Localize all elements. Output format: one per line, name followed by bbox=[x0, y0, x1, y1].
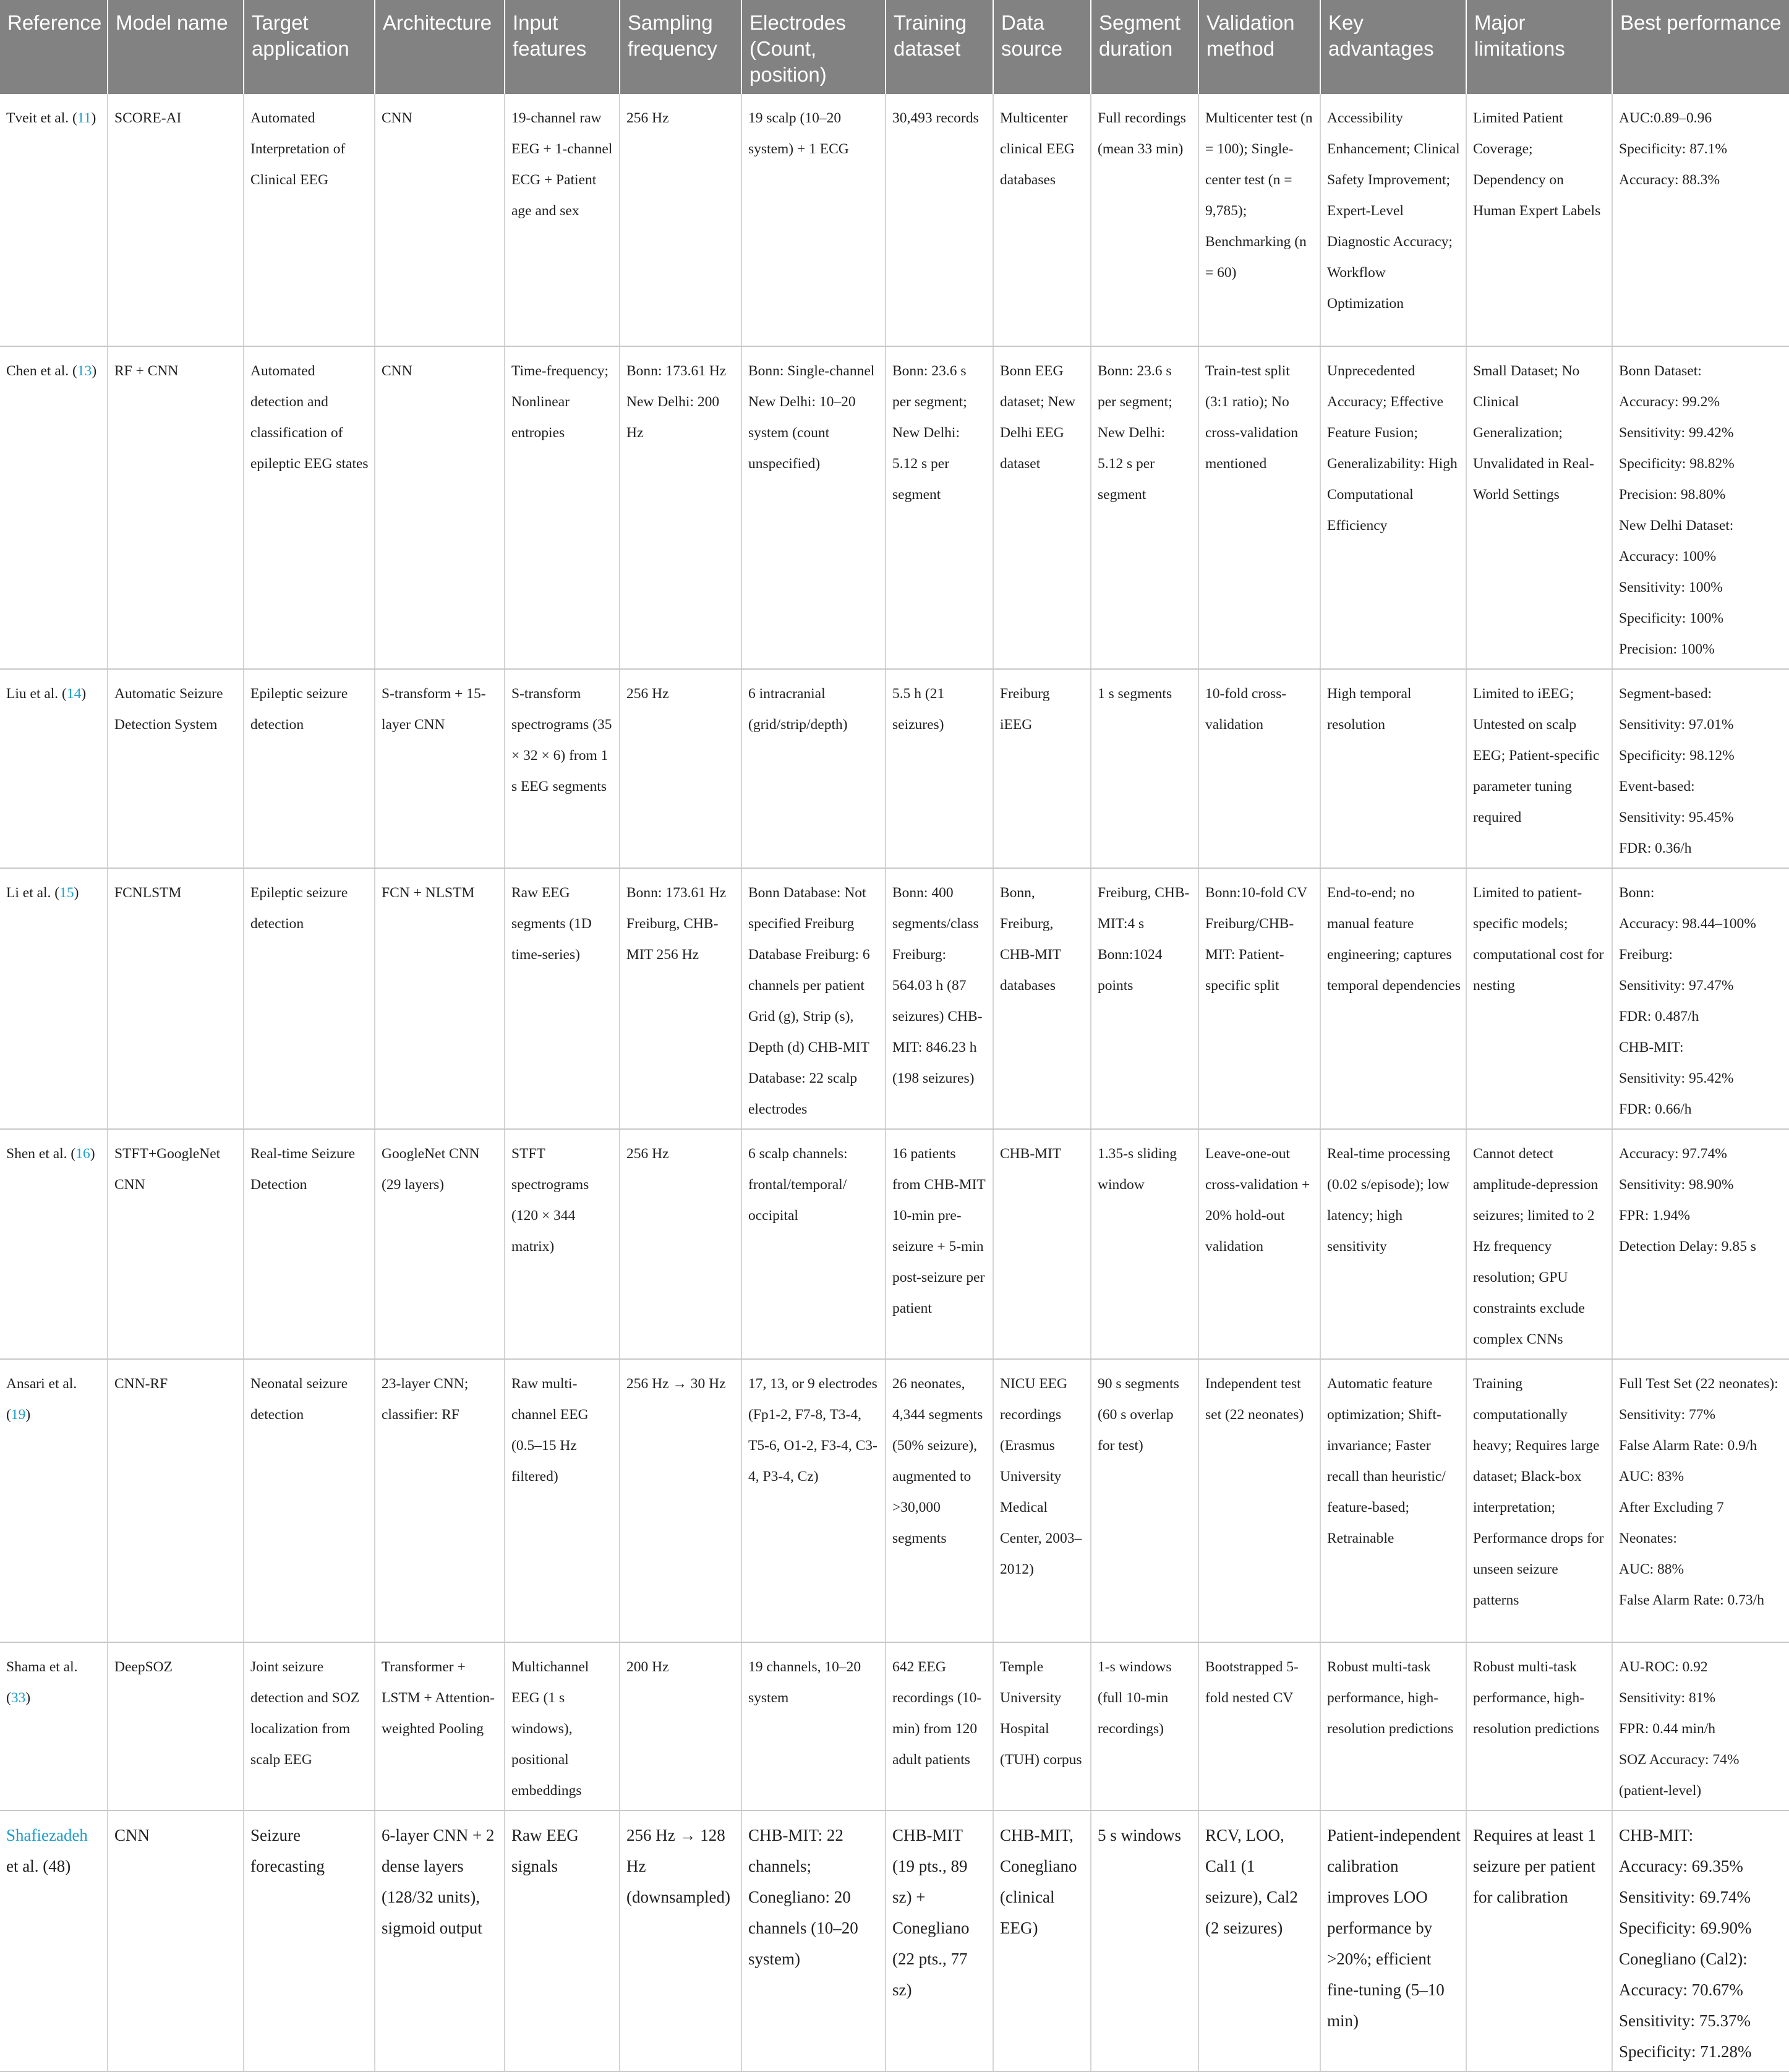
performance-line: FDR: 0.66/h bbox=[1619, 1101, 1692, 1117]
cell-training-dataset: 26 neonates, 4,344 segments (50% seizure), augmented to >30,000 segments bbox=[886, 1359, 993, 1642]
cell-architecture: 6-layer CNN + 2 dense layers (128/32 units), sigmoid output bbox=[375, 1810, 505, 2071]
performance-line: Bonn: bbox=[1619, 885, 1655, 901]
performance-line: AUC: 88% bbox=[1619, 1561, 1684, 1577]
cell-sampling-frequency: 256 Hz bbox=[620, 1129, 741, 1359]
cell-sampling-frequency: 256 Hz → 30 Hz bbox=[620, 1359, 741, 1642]
performance-line: Specificity: 98.12% bbox=[1619, 748, 1735, 764]
cell-best-performance bbox=[1612, 1359, 1789, 1642]
reference-author: Li et al. ( bbox=[6, 885, 60, 901]
cell-reference bbox=[0, 1129, 108, 1359]
performance-line: Specificity: 69.90% bbox=[1619, 1919, 1752, 1937]
table-row bbox=[0, 346, 1789, 669]
cell-validation-method: Independent test set (22 neonates) bbox=[1198, 1359, 1320, 1642]
cell-reference bbox=[0, 1810, 108, 2071]
reference-number-link[interactable]: 16 bbox=[75, 1146, 90, 1162]
cell-validation-method: Leave-one-out cross-validation + 20% hold-out validation bbox=[1198, 1129, 1320, 1359]
cell-best-performance bbox=[1612, 669, 1789, 868]
reference-close: ) bbox=[25, 1690, 31, 1706]
header-model-name: Model name bbox=[108, 0, 244, 94]
performance-line: Event-based: bbox=[1619, 778, 1695, 795]
cell-model-name: Automatic Seizure Detection System bbox=[108, 669, 244, 868]
table-row bbox=[0, 1359, 1789, 1642]
performance-line: Sensitivity: 99.42% bbox=[1619, 425, 1734, 441]
cell-input-features: Raw multi-channel EEG (0.5–15 Hz filtered) bbox=[505, 1359, 620, 1642]
cell-electrodes: Bonn Database: Not specified Freiburg Database Freiburg: 6 channels per patient Grid (g), Strip (s), Depth (d) CHB-MIT Database: 22 scalp electrodes bbox=[741, 868, 886, 1129]
cell-architecture: FCN + NLSTM bbox=[375, 868, 505, 1129]
cell-key-advantages: Automatic feature optimization; Shift-invariance; Faster recall than heuristic/ feature-based; Retrainable bbox=[1320, 1359, 1466, 1642]
performance-line: After Excluding 7 Neonates: bbox=[1619, 1499, 1724, 1546]
cell-sampling-frequency: 256 Hz → 128 Hz (downsampled) bbox=[620, 1810, 741, 2071]
performance-line: Segment-based: bbox=[1619, 686, 1712, 702]
cell-key-advantages: Patient-independent calibration improves LOO performance by >20%; efficient fine-tuning (5–10 min) bbox=[1320, 1810, 1466, 2071]
cell-training-dataset: 5.5 h (21 seizures) bbox=[886, 669, 993, 868]
cell-major-limitations: Training computationally heavy; Requires large dataset; Black-box interpretation; Performance drops for unseen seizure patterns bbox=[1466, 1359, 1612, 1642]
cell-segment-duration: 1 s segments bbox=[1091, 669, 1198, 868]
performance-line: Freiburg: bbox=[1619, 947, 1673, 963]
header-sampling-frequency: Sampling frequency bbox=[620, 0, 741, 94]
table-row bbox=[0, 1642, 1789, 1810]
reference-number-link[interactable]: 14 bbox=[66, 686, 82, 702]
cell-reference bbox=[0, 94, 108, 346]
performance-line: Bonn Dataset: bbox=[1619, 363, 1702, 379]
table-body bbox=[0, 94, 1789, 2071]
header-input-features: Input features bbox=[505, 0, 620, 94]
cell-best-performance bbox=[1612, 346, 1789, 669]
cell-architecture: CNN bbox=[375, 346, 505, 669]
cell-data-source: Multicenter clinical EEG databases bbox=[993, 94, 1091, 346]
reference-close: ) bbox=[92, 363, 97, 379]
performance-line: Accuracy: 99.2% bbox=[1619, 394, 1720, 410]
table-row bbox=[0, 94, 1789, 346]
table-row bbox=[0, 669, 1789, 868]
cell-best-performance bbox=[1612, 1642, 1789, 1810]
header-target-application: Target application bbox=[244, 0, 375, 94]
performance-line: Accuracy: 100% bbox=[1619, 548, 1717, 565]
cell-major-limitations: Requires at least 1 seizure per patient for calibration bbox=[1466, 1810, 1612, 2071]
cell-validation-method: 10-fold cross-validation bbox=[1198, 669, 1320, 868]
cell-major-limitations: Limited Patient Coverage; Dependency on Human Expert Labels bbox=[1466, 94, 1612, 346]
cell-segment-duration: 1.35-s sliding window bbox=[1091, 1129, 1198, 1359]
cell-target-application: Neonatal seizure detection bbox=[244, 1359, 375, 1642]
cell-reference bbox=[0, 868, 108, 1129]
cell-best-performance bbox=[1612, 1810, 1789, 2071]
performance-line: SOZ Accuracy: 74% (patient-level) bbox=[1619, 1752, 1740, 1799]
performance-line: Sensitivity: 69.74% bbox=[1619, 1888, 1751, 1906]
performance-line: Accuracy: 70.67% bbox=[1619, 1980, 1743, 1999]
cell-electrodes: 19 channels, 10–20 system bbox=[741, 1642, 886, 1810]
cell-key-advantages: High temporal resolution bbox=[1320, 669, 1466, 868]
cell-model-name: FCNLSTM bbox=[108, 868, 244, 1129]
cell-data-source: Temple University Hospital (TUH) corpus bbox=[993, 1642, 1091, 1810]
cell-input-features: Time-frequency; Nonlinear entropies bbox=[505, 346, 620, 669]
cell-sampling-frequency: 200 Hz bbox=[620, 1642, 741, 1810]
performance-line: Accuracy: 69.35% bbox=[1619, 1857, 1743, 1875]
cell-input-features: Multichannel EEG (1 s windows), positional embeddings bbox=[505, 1642, 620, 1810]
reference-author: Tveit et al. ( bbox=[6, 110, 77, 126]
performance-line: Full Test Set (22 neonates): bbox=[1619, 1376, 1778, 1392]
header-reference: Reference bbox=[0, 0, 108, 94]
header-best-performance: Best performance bbox=[1612, 0, 1789, 94]
reference-author: Shen et al. ( bbox=[6, 1146, 76, 1162]
reference-number-link[interactable]: 11 bbox=[77, 110, 92, 126]
performance-line: Specificity: 87.1% bbox=[1619, 141, 1727, 157]
cell-segment-duration: 90 s segments (60 s overlap for test) bbox=[1091, 1359, 1198, 1642]
cell-validation-method: Train-test split (3:1 ratio); No cross-validation mentioned bbox=[1198, 346, 1320, 669]
cell-major-limitations: Small Dataset; No Clinical Generalization; Unvalidated in Real-World Settings bbox=[1466, 346, 1612, 669]
cell-reference bbox=[0, 1359, 108, 1642]
reference-author: Chen et al. ( bbox=[6, 363, 77, 379]
cell-electrodes: Bonn: Single-channel New Delhi: 10–20 system (count unspecified) bbox=[741, 346, 886, 669]
cell-training-dataset: 642 EEG recordings (10-min) from 120 adult patients bbox=[886, 1642, 993, 1810]
performance-line: AU-ROC: 0.92 bbox=[1619, 1659, 1708, 1675]
reference-author[interactable]: Shafiezadeh bbox=[6, 1826, 88, 1844]
performance-line: CHB-MIT: bbox=[1619, 1826, 1694, 1844]
header-architecture: Architecture bbox=[375, 0, 505, 94]
performance-line: Sensitivity: 75.37% bbox=[1619, 2011, 1751, 2030]
performance-line: Sensitivity: 77% bbox=[1619, 1407, 1716, 1423]
cell-major-limitations: Robust multi-task performance, high-resolution predictions bbox=[1466, 1642, 1612, 1810]
performance-line: Sensitivity: 98.90% bbox=[1619, 1177, 1734, 1193]
cell-input-features: 19-channel raw EEG + 1-channel ECG + Patient age and sex bbox=[505, 94, 620, 346]
reference-number-link[interactable]: 19 bbox=[11, 1407, 26, 1423]
cell-input-features: Raw EEG segments (1D time-series) bbox=[505, 868, 620, 1129]
performance-line: New Delhi Dataset: bbox=[1619, 518, 1734, 534]
header-data-source: Data source bbox=[993, 0, 1091, 94]
cell-major-limitations: Limited to patient-specific models; computational cost for nesting bbox=[1466, 868, 1612, 1129]
performance-line: Sensitivity: 95.42% bbox=[1619, 1070, 1734, 1086]
cell-target-application: Seizure forecasting bbox=[244, 1810, 375, 2071]
cell-data-source: Bonn EEG dataset; New Delhi EEG dataset bbox=[993, 346, 1091, 669]
cell-training-dataset: 30,493 records bbox=[886, 94, 993, 346]
header-key-advantages: Key advantages bbox=[1320, 0, 1466, 94]
performance-line: CHB-MIT: bbox=[1619, 1039, 1684, 1055]
cell-validation-method: Bonn:10-fold CV Freiburg/CHB-MIT: Patient-specific split bbox=[1198, 868, 1320, 1129]
performance-line: Specificity: 71.28% bbox=[1619, 2042, 1752, 2061]
cell-sampling-frequency: Bonn: 173.61 Hz New Delhi: 200 Hz bbox=[620, 346, 741, 669]
cell-key-advantages: Real-time processing (0.02 s/episode); low latency; high sensitivity bbox=[1320, 1129, 1466, 1359]
cell-major-limitations: Cannot detect amplitude-depression seizures; limited to 2 Hz frequency resolution; GPU constraints exclude complex CNNs bbox=[1466, 1129, 1612, 1359]
cell-electrodes: CHB-MIT: 22 channels; Conegliano: 20 channels (10–20 system) bbox=[741, 1810, 886, 2071]
cell-segment-duration: 5 s windows bbox=[1091, 1810, 1198, 2071]
reference-number-link[interactable]: 13 bbox=[77, 363, 92, 379]
header-major-limitations: Major limitations bbox=[1466, 0, 1612, 94]
performance-line: Precision: 98.80% bbox=[1619, 487, 1726, 503]
performance-line: Specificity: 98.82% bbox=[1619, 456, 1735, 472]
cell-reference bbox=[0, 1642, 108, 1810]
reference-close: ) bbox=[91, 110, 96, 126]
cell-training-dataset: 16 patients from CHB-MIT 10-min pre-seizure + 5-min post-seizure per patient bbox=[886, 1129, 993, 1359]
performance-line: Accuracy: 97.74% bbox=[1619, 1146, 1727, 1162]
cell-data-source: Bonn, Freiburg, CHB-MIT databases bbox=[993, 868, 1091, 1129]
cell-architecture: GoogleNet CNN (29 layers) bbox=[375, 1129, 505, 1359]
header-segment-duration: Segment duration bbox=[1091, 0, 1198, 94]
performance-line: FPR: 0.44 min/h bbox=[1619, 1721, 1716, 1737]
cell-input-features: Raw EEG signals bbox=[505, 1810, 620, 2071]
cell-validation-method: Multicenter test (n = 100); Single-center test (n = 9,785); Benchmarking (n = 60) bbox=[1198, 94, 1320, 346]
performance-line: False Alarm Rate: 0.9/h bbox=[1619, 1438, 1757, 1454]
performance-line: AUC: 83% bbox=[1619, 1469, 1684, 1485]
cell-architecture: S-transform + 15-layer CNN bbox=[375, 669, 505, 868]
cell-segment-duration: Freiburg, CHB-MIT:4 s Bonn:1024 points bbox=[1091, 868, 1198, 1129]
performance-line: FDR: 0.487/h bbox=[1619, 1008, 1699, 1025]
cell-best-performance bbox=[1612, 868, 1789, 1129]
cell-key-advantages: Robust multi-task performance, high-resolution predictions bbox=[1320, 1642, 1466, 1810]
performance-line: Precision: 100% bbox=[1619, 641, 1715, 657]
reference-author: Shama et al. ( bbox=[6, 1659, 78, 1706]
cell-sampling-frequency: 256 Hz bbox=[620, 94, 741, 346]
performance-line: FDR: 0.36/h bbox=[1619, 840, 1692, 856]
reference-number-link[interactable]: 15 bbox=[59, 885, 74, 901]
cell-model-name: CNN bbox=[108, 1810, 244, 2071]
cell-data-source: NICU EEG recordings (Erasmus University Medical Center, 2003–2012) bbox=[993, 1359, 1091, 1642]
table-header bbox=[0, 0, 1789, 94]
cell-architecture: CNN bbox=[375, 94, 505, 346]
header-validation-method: Validation method bbox=[1198, 0, 1320, 94]
performance-line: Sensitivity: 97.01% bbox=[1619, 717, 1734, 733]
cell-key-advantages: End-to-end; no manual feature engineering; captures temporal dependencies bbox=[1320, 868, 1466, 1129]
cell-electrodes: 6 intracranial (grid/strip/depth) bbox=[741, 669, 886, 868]
cell-validation-method: Bootstrapped 5-fold nested CV bbox=[1198, 1642, 1320, 1810]
reference-close: ) bbox=[81, 686, 87, 702]
reference-close: ) bbox=[74, 885, 79, 901]
performance-line: Sensitivity: 97.47% bbox=[1619, 978, 1734, 994]
cell-model-name: CNN-RF bbox=[108, 1359, 244, 1642]
cell-electrodes: 19 scalp (10–20 system) + 1 ECG bbox=[741, 94, 886, 346]
performance-line: AUC:0.89–0.96 bbox=[1619, 110, 1712, 126]
cell-reference bbox=[0, 346, 108, 669]
cell-model-name: STFT+GoogleNet CNN bbox=[108, 1129, 244, 1359]
cell-segment-duration: Full recordings (mean 33 min) bbox=[1091, 94, 1198, 346]
cell-key-advantages: Unprecedented Accuracy; Effective Feature Fusion; Generalizability: High Computational Efficiency bbox=[1320, 346, 1466, 669]
performance-line: Sensitivity: 100% bbox=[1619, 579, 1723, 595]
cell-model-name: RF + CNN bbox=[108, 346, 244, 669]
cell-model-name: DeepSOZ bbox=[108, 1642, 244, 1810]
header-electrodes: Electrodes (Count, position) bbox=[741, 0, 886, 94]
cell-training-dataset: Bonn: 23.6 s per segment; New Delhi: 5.12 s per segment bbox=[886, 346, 993, 669]
cell-target-application: Automated Interpretation of Clinical EEG bbox=[244, 94, 375, 346]
cell-sampling-frequency: 256 Hz bbox=[620, 669, 741, 868]
cell-target-application: Epileptic seizure detection bbox=[244, 669, 375, 868]
performance-line: Detection Delay: 9.85 s bbox=[1619, 1239, 1756, 1255]
reference-author: Ansari et al. ( bbox=[6, 1376, 77, 1423]
performance-line: Specificity: 100% bbox=[1619, 610, 1724, 626]
cell-data-source: CHB-MIT bbox=[993, 1129, 1091, 1359]
cell-input-features: STFT spectrograms (120 × 344 matrix) bbox=[505, 1129, 620, 1359]
cell-data-source: CHB-MIT, Conegliano (clinical EEG) bbox=[993, 1810, 1091, 2071]
reference-author: Liu et al. ( bbox=[6, 686, 67, 702]
table-row bbox=[0, 868, 1789, 1129]
performance-line: Sensitivity: 81% bbox=[1619, 1690, 1716, 1706]
cell-target-application: Epileptic seizure detection bbox=[244, 868, 375, 1129]
cell-training-dataset: Bonn: 400 segments/class Freiburg: 564.03 h (87 seizures) CHB-MIT: 846.23 h (198 seizures) bbox=[886, 868, 993, 1129]
cell-data-source: Freiburg iEEG bbox=[993, 669, 1091, 868]
performance-line: Conegliano (Cal2): bbox=[1619, 1950, 1748, 1968]
cell-architecture: Transformer + LSTM + Attention-weighted Pooling bbox=[375, 1642, 505, 1810]
cell-model-name: SCORE-AI bbox=[108, 94, 244, 346]
performance-line: Accuracy: 88.3% bbox=[1619, 172, 1720, 188]
reference-number-link: et al. (48) bbox=[6, 1857, 71, 1875]
cell-training-dataset: CHB-MIT (19 pts., 89 sz) + Conegliano (22 pts., 77 sz) bbox=[886, 1810, 993, 2071]
reference-close: ) bbox=[90, 1146, 95, 1162]
performance-line: Accuracy: 98.44–100% bbox=[1619, 916, 1756, 932]
cell-architecture: 23-layer CNN; classifier: RF bbox=[375, 1359, 505, 1642]
cell-reference bbox=[0, 669, 108, 868]
cell-best-performance bbox=[1612, 1129, 1789, 1359]
reference-close: ) bbox=[25, 1407, 31, 1423]
cell-target-application: Joint seizure detection and SOZ localization from scalp EEG bbox=[244, 1642, 375, 1810]
reference-number-link[interactable]: 33 bbox=[11, 1690, 26, 1706]
cell-validation-method: RCV, LOO, Cal1 (1 seizure), Cal2 (2 seizures) bbox=[1198, 1810, 1320, 2071]
cell-segment-duration: Bonn: 23.6 s per segment; New Delhi: 5.12 s per segment bbox=[1091, 346, 1198, 669]
cell-best-performance bbox=[1612, 94, 1789, 346]
cell-key-advantages: Accessibility Enhancement; Clinical Safety Improvement; Expert-Level Diagnostic Accuracy; Workflow Optimization bbox=[1320, 94, 1466, 346]
cell-segment-duration: 1-s windows (full 10-min recordings) bbox=[1091, 1642, 1198, 1810]
cell-electrodes: 17, 13, or 9 electrodes (Fp1-2, F7-8, T3-4, T5-6, O1-2, F3-4, C3-4, P3-4, Cz) bbox=[741, 1359, 886, 1642]
performance-line: Sensitivity: 95.45% bbox=[1619, 809, 1734, 825]
cell-sampling-frequency: Bonn: 173.61 Hz Freiburg, CHB-MIT 256 Hz bbox=[620, 868, 741, 1129]
cell-electrodes: 6 scalp channels: frontal/temporal/ occipital bbox=[741, 1129, 886, 1359]
table-row bbox=[0, 1129, 1789, 1359]
cell-target-application: Real-time Seizure Detection bbox=[244, 1129, 375, 1359]
cell-target-application: Automated detection and classification of epileptic EEG states bbox=[244, 346, 375, 669]
performance-line: False Alarm Rate: 0.73/h bbox=[1619, 1592, 1764, 1608]
header-training-dataset: Training dataset bbox=[886, 0, 993, 94]
performance-line: FPR: 1.94% bbox=[1619, 1208, 1690, 1224]
table-row bbox=[0, 1810, 1789, 2071]
cell-major-limitations: Limited to iEEG; Untested on scalp EEG; Patient-specific parameter tuning required bbox=[1466, 669, 1612, 868]
cell-input-features: S-transform spectrograms (35 × 32 × 6) from 1 s EEG segments bbox=[505, 669, 620, 868]
